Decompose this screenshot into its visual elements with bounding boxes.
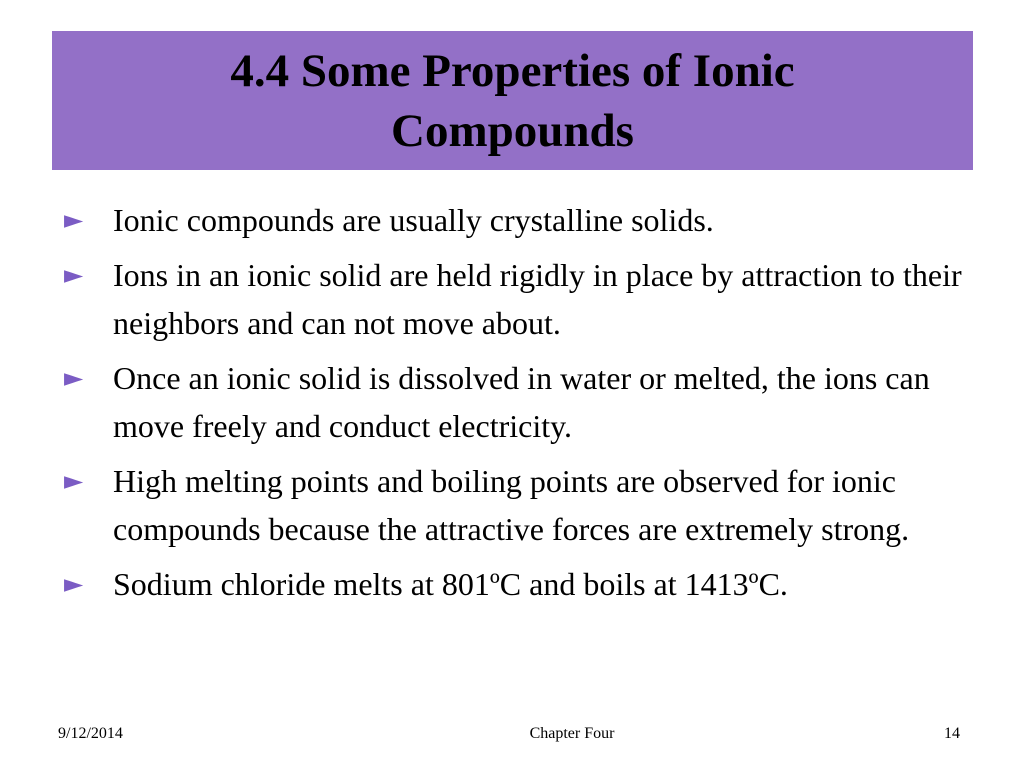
title-bar: [52, 31, 973, 170]
bullet-item: [64, 196, 974, 244]
triangle-bullet-icon: ►: [64, 466, 84, 495]
bullet-text: Once an ionic solid is dissolved in water or melted, the ions can move freely and conduct electricity.: [113, 360, 930, 444]
bullet-text: High melting points and boiling points are observed for ionic compounds because the attractive forces are extremely strong.: [113, 463, 910, 547]
bullet-item: [64, 354, 974, 450]
triangle-bullet-icon: ►: [64, 260, 84, 289]
bullet-item: [64, 560, 974, 608]
triangle-bullet-icon: ►: [64, 363, 84, 392]
footer-page-number: 14: [944, 725, 960, 742]
footer-chapter: Chapter Four: [529, 725, 615, 742]
bullet-text: Ions in an ionic solid are held rigidly in place by attraction to their neighbors and can not move about.: [113, 257, 962, 341]
triangle-bullet-icon: ►: [64, 205, 84, 234]
bullet-item: [64, 251, 974, 347]
slide-title-line-1: 4.4 Some Properties of Ionic: [230, 44, 795, 97]
bullet-item: [64, 457, 974, 553]
bullet-text: Ionic compounds are usually crystalline solids.: [113, 202, 714, 238]
footer-date: 9/12/2014: [58, 725, 123, 742]
bullet-text: Sodium chloride melts at 801ºC and boils at 1413ºC.: [113, 566, 788, 602]
triangle-bullet-icon: ►: [64, 569, 84, 598]
bullet-list: [64, 196, 974, 615]
slide-title: [133, 41, 893, 161]
slide-title-line-2: Compounds: [391, 104, 634, 157]
